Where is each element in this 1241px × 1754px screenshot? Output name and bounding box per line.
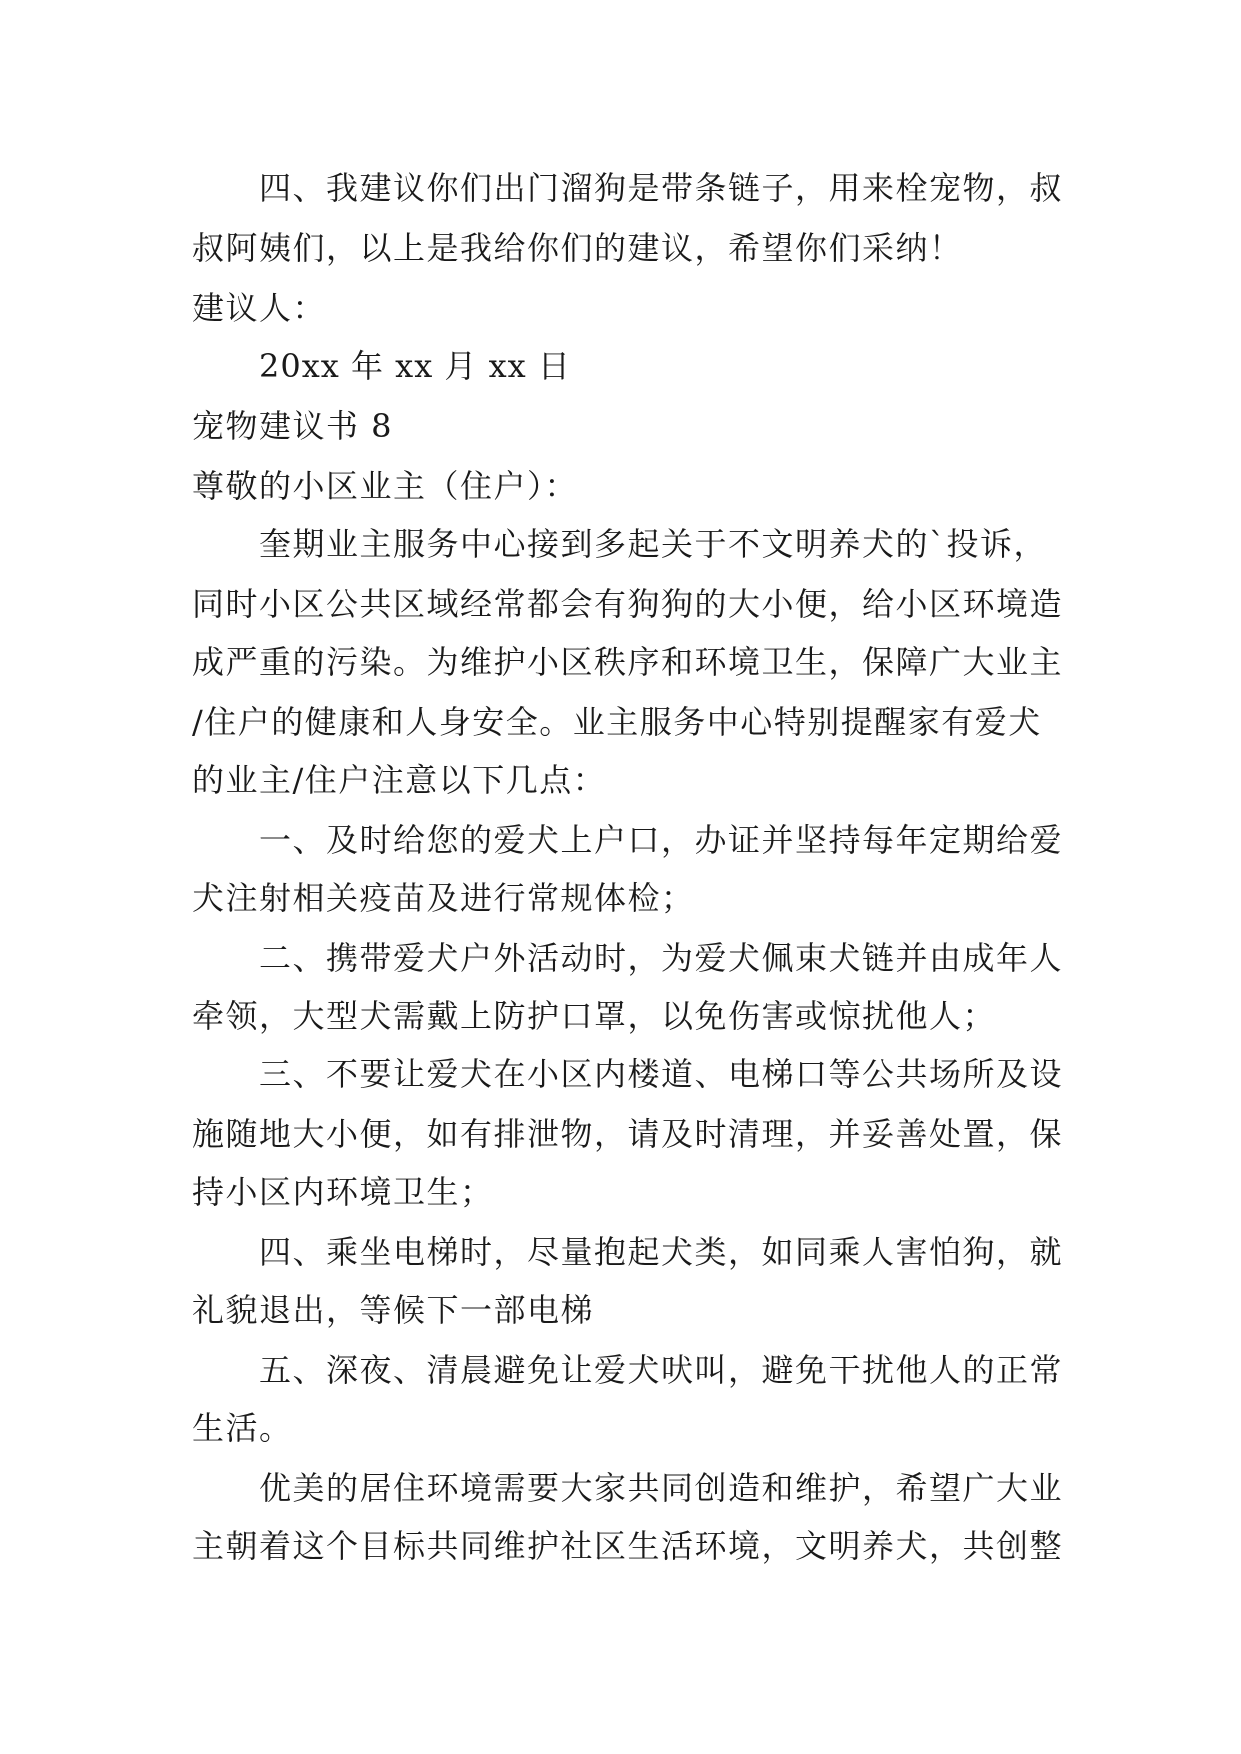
paragraph-line: 成严重的污染。为维护小区秩序和环境卫生，保障广大业主 (192, 643, 1064, 681)
list-item-line: 三、不要让爱犬在小区内楼道、电梯口等公共场所及设 (259, 1055, 1064, 1093)
list-item-line: 生活。 (192, 1409, 293, 1447)
paragraph-line: 同时小区公共区域经常都会有狗狗的大小便，给小区环境造 (192, 585, 1064, 623)
list-item-line: 五、深夜、清晨避免让爱犬吠叫，避免干扰他人的正常 (259, 1351, 1064, 1389)
list-item-line: 礼貌退出，等候下一部电梯 (192, 1291, 595, 1329)
list-item-line: 二、携带爱犬户外活动时，为爱犬佩束犬链并由成年人 (259, 939, 1064, 977)
list-item-line: 牵领，大型犬需戴上防护口罩，以免伤害或惊扰他人； (192, 997, 997, 1035)
list-item-line: 犬注射相关疫苗及进行常规体检； (192, 879, 695, 917)
paragraph-line: 主朝着这个目标共同维护社区生活环境，文明养犬，共创整 (192, 1527, 1064, 1565)
list-item-line: 一、及时给您的爱犬上户口，办证并坚持每年定期给爱 (259, 821, 1064, 859)
signer-label: 建议人： (192, 289, 327, 327)
paragraph-line: /住户的健康和人身安全。业主服务中心特别提醒家有爱犬 (192, 703, 1042, 741)
paragraph-line: 奎期业主服务中心接到多起关于不文明养犬的`投诉， (259, 525, 1048, 563)
section-title: 宠物建议书 8 (192, 407, 394, 445)
paragraph-line: 的业主/住户注意以下几点： (192, 761, 607, 799)
list-item-line: 施随地大小便，如有排泄物，请及时清理，并妥善处置，保 (192, 1115, 1064, 1153)
list-item-line: 持小区内环境卫生； (192, 1173, 494, 1211)
date-line: 20xx 年 xx 月 xx 日 (259, 347, 571, 385)
paragraph-line: 优美的居住环境需要大家共同创造和维护，希望广大业 (259, 1469, 1064, 1507)
paragraph-line: 叔阿姨们，以上是我给你们的建议，希望你们采纳！ (192, 229, 963, 267)
list-item-line: 四、乘坐电梯时，尽量抱起犬类，如同乘人害怕狗，就 (259, 1233, 1064, 1271)
paragraph-line: 四、我建议你们出门溜狗是带条链子，用来栓宠物，叔 (259, 169, 1064, 207)
salutation: 尊敬的小区业主（住户）： (192, 467, 579, 505)
